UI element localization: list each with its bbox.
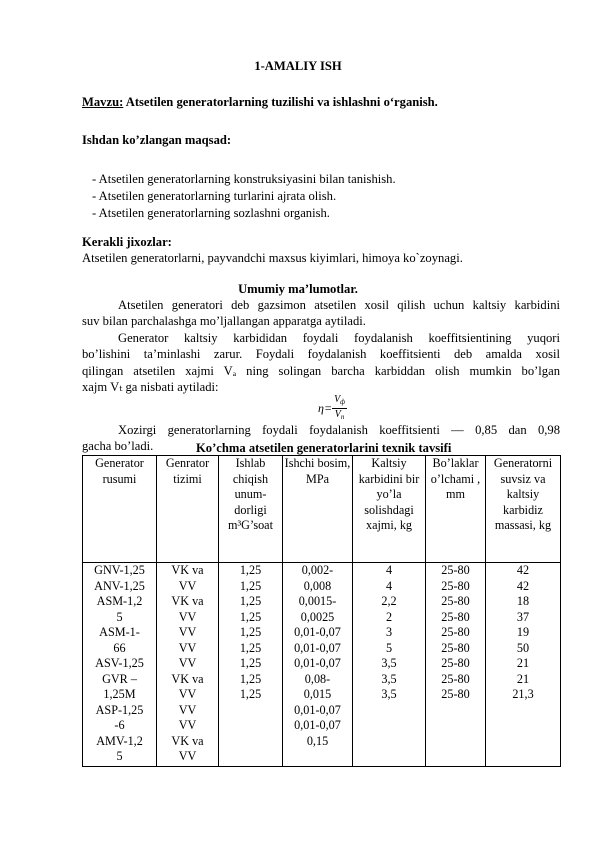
header-cell: Genrator tizimi: [157, 456, 219, 563]
paragraph-line: gacha bo’ladi.: [82, 439, 154, 453]
tools-text: Atsetilen generatorlarni, payvandchi maxsus kiyimlari, himoya ko`zoynagi.: [82, 251, 463, 265]
paragraph-line: suv bilan parchalashga mo’ljallangan apparatga aytiladi.: [82, 314, 366, 328]
spec-table: [82, 455, 561, 767]
topic-text: Atsetilen generatorlarning tuzilishi va ishlashni o‘rganish.: [123, 95, 438, 109]
header-cell: Kaltsiy karbidini bir yo’la solishdagi xajmi, kg: [353, 456, 426, 563]
table-cell: 1,25 1,25 1,25 1,25 1,25 1,25 1,25 1,25 1,25: [219, 563, 283, 767]
goal-heading: Ishdan ko’zlangan maqsad:: [82, 133, 232, 147]
paragraph-line: qilingan atsetilen xajmi Vₐ ning solingan barcha karbiddan olish mumkin bo’lgan: [82, 364, 560, 378]
section-heading: Umumiy ma’lumotlar.: [238, 282, 358, 296]
paragraph-line: Xozirgi generatorlarning foydali foydalanish koeffitsienti — 0,85 dan 0,98: [118, 423, 560, 437]
table-row: [83, 563, 561, 767]
paragraph-line: Atsetilen generatori deb gazsimon atsetilen xosil qilish uchun kaltsiy karbidini: [118, 298, 560, 312]
table-cell: 0,002- 0,008 0,0015- 0,0025 0,01-0,07 0,01-0,07 0,01-0,07 0,08- 0,015 0,01-0,07 0,01-0,07 0,15: [283, 563, 353, 767]
efficiency-formula: [318, 394, 347, 423]
table-caption: Ko’chma atsetilen generatorlarini texnik tavsifi: [196, 441, 452, 455]
goal-item: - Atsetilen generatorlarning konstruksiyasini bilan tanishish.: [92, 172, 396, 186]
table-cell: VK va VV VK va VV VV VV VV VK va VV VV VV VK va VV: [157, 563, 219, 767]
table-cell: 25-80 25-80 25-80 25-80 25-80 25-80 25-80 25-80 25-80: [426, 563, 486, 767]
topic-label: Mavzu:: [82, 95, 124, 109]
formula-denominator: V: [334, 409, 341, 420]
header-cell: Ishlab chiqish unum-dorligi m³G’soat: [219, 456, 283, 563]
paragraph-line: Generator kaltsiy karbididan foydali foydalanish koeffitsientining yuqori: [118, 331, 560, 345]
header-cell: Generatorni suvsiz va kaltsiy karbidiz massasi, kg: [486, 456, 561, 563]
paragraph-line: bo’lishini ta’minlashi zarur. Foydali foydalanish koeffitsienti deb amalda xosil: [82, 347, 560, 361]
formula-denominator-sub: п: [340, 413, 345, 421]
topic-line: [82, 94, 438, 110]
tools-heading: Kerakli jixozlar:: [82, 235, 172, 249]
page-title: 1-AMALIY ISH: [254, 59, 342, 73]
formula-fraction: [332, 394, 347, 423]
formula-numerator: V: [334, 394, 341, 405]
formula-lhs: η=: [318, 401, 333, 415]
formula-numerator-sub: ф: [340, 398, 346, 406]
table-header-row: [83, 456, 561, 563]
table-cell: 42 42 18 37 19 50 21 21 21,3: [486, 563, 561, 767]
paragraph-line: xajm Vₜ ga nisbati aytiladi:: [82, 380, 219, 394]
goal-item: - Atsetilen generatorlarning turlarini ajrata olish.: [92, 189, 337, 203]
goal-item: - Atsetilen generatorlarning sozlashni organish.: [92, 206, 330, 220]
header-cell: Generator rusumi: [83, 456, 157, 563]
header-cell: Bo’laklar o’lchami , mm: [426, 456, 486, 563]
header-cell: Ishchi bosim, MPa: [283, 456, 353, 563]
table-cell: GNV-1,25 ANV-1,25 ASM-1,2 5 ASM-1- 66 ASV-1,25 GVR – 1,25M ASP-1,25 -6 AMV-1,2 5: [83, 563, 157, 767]
table-cell: 4 4 2,2 2 3 5 3,5 3,5 3,5: [353, 563, 426, 767]
